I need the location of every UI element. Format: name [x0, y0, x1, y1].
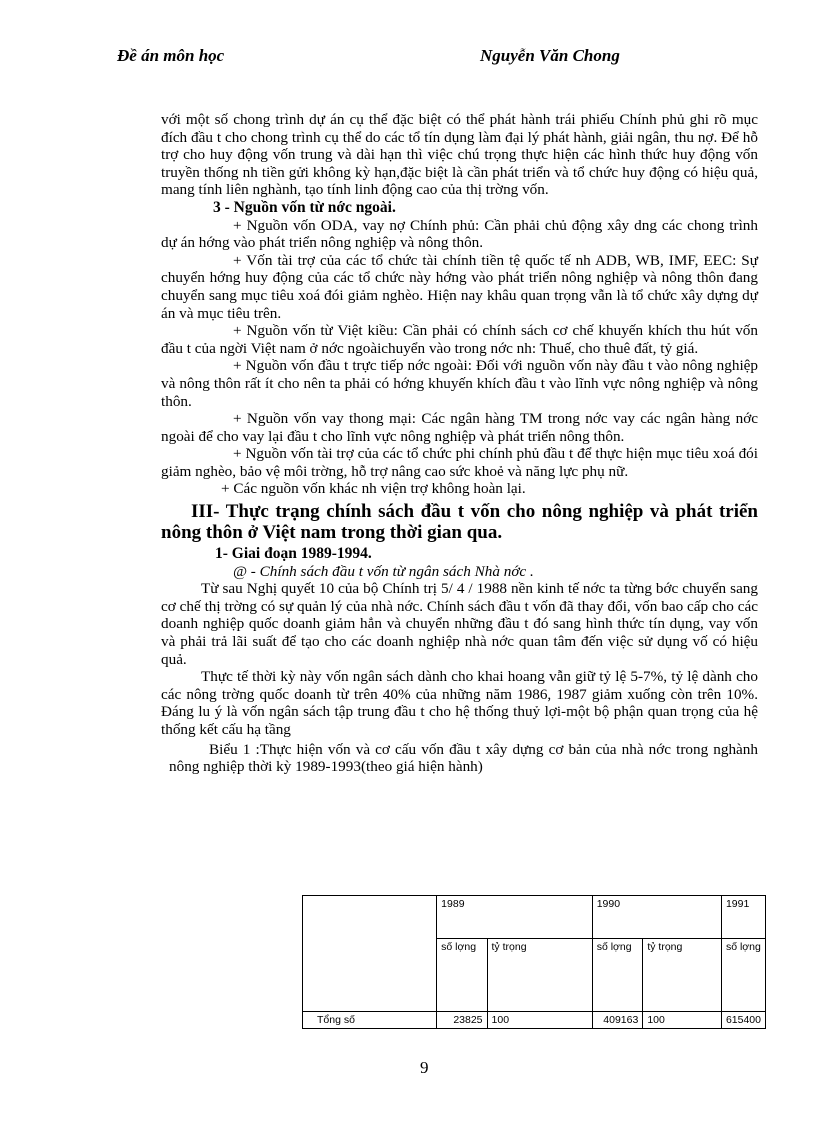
header-doc-title: Đề án môn học	[117, 46, 225, 65]
bullet-other: + Các nguồn vốn khác nh viện trợ không hoàn lại.	[221, 480, 526, 498]
year-1991: 1991	[721, 896, 765, 939]
bullet-ngo: + Nguồn vốn tài trợ của các tổ chức phi chính phủ đầu t để thực hiện mục tiêu xoá đói giảm nghèo, bảo vệ môi trờng, hỗ trợ nâng cao sức khoẻ và năng lực phụ nữ.	[161, 445, 758, 480]
table-caption: Biểu 1 :Thực hiện vốn và cơ cấu vốn đầu t xây dựng cơ bản của nhà nớc trong nghành nông nghiệp thời kỳ 1989-1993(theo giá hiện hành)	[169, 740, 758, 776]
table-corner-cell	[303, 896, 437, 1012]
col-header: tỷ trọng	[643, 939, 722, 1012]
table-cell: 100	[487, 1012, 592, 1029]
bullet-intl-finance: + Vốn tài trợ của các tổ chức tài chính tiền tệ quốc tế nh ADB, WB, IMF, EEC: Sự chuyển hớng huy động của các tổ chức này hớng vào phát triển nông nghiệp và nông thôn đang chuyển sang mục tiêu xoá đói giảm nghèo. Hiện nay khâu quan trọng vẫn là tổ chức xây dựng dự án và mục tiêu trên.	[161, 251, 758, 322]
chapter-heading-iii: III- Thực trạng chính sách đầu t vốn cho nông nghiệp và phát triển nông thôn ở Việt nam trong thời gian qua.	[161, 501, 758, 544]
bullet-oda: + Nguồn vốn ODA, vay nợ Chính phủ: Cần phải chủ động xây dng các chong trình dự án hớng vào phát triển nông nghiệp và nông thôn.	[161, 216, 758, 252]
period-heading: 1- Giai đoạn 1989-1994.	[215, 545, 372, 563]
paragraph-2: Từ sau Nghị quyết 10 của bộ Chính trị 5/ 4 / 1988 nền kinh tế nớc ta từng bớc chuyển sang cơ chế thị trờng có sự quản lý của nhà nớc. Chính sách đầu t vốn đã thay đổi, vốn bao cấp cho các doanh nghiệp quốc doanh giảm hẳn và chuyển những đầu t đó sang hình thức tín dụng, vay vốn và phải trả lãi suất để tạo cho các doanh nghiệp nhà nớc quan tâm đến việc sử dụng vố có hiệu quả.	[161, 580, 758, 668]
col-header: số lợng	[592, 939, 643, 1012]
bullet-viet-kieu: + Nguồn vốn từ Việt kiều: Cần phải có chính sách cơ chế khuyến khích thu hút vốn đầu t của ngời Việt nam ở nớc ngoàichuyển vào trong nớc nh: Thuế, cho thuê đất, tỷ giá.	[161, 322, 758, 357]
table-cell: 100	[643, 1012, 722, 1029]
investment-table	[302, 895, 766, 1029]
year-1990: 1990	[592, 896, 721, 939]
col-header: số lợng	[721, 939, 765, 1012]
paragraph-1: với một số chong trình dự án cụ thể đặc biệt có thể phát hành trái phiếu Chính phủ ghi rõ mục đích đầu t cho chong trình cụ thể do các tổ tín dụng làm đại lý phát hành, giải ngân, thu nợ. Để hỗ trợ cho huy động vốn trung và dài hạn thì việc chú trọng thực hiện các hình thức huy động vốn truyền thống nh tiền gửi không kỳ hạn,đặc biệt là cần phát triển và tổ chức huy động có hiệu quả, mang tính liên nghành, tạo tính linh động cao của thị trờng vốn.	[161, 111, 758, 199]
subheading-policy: @ - Chính sách đầu t vốn từ ngân sách Nhà nớc .	[233, 562, 534, 580]
table-cell: 23825	[437, 1012, 487, 1029]
table-row	[303, 1012, 766, 1029]
paragraph-3: Thực tế thời kỳ này vốn ngân sách dành cho khai hoang vẫn giữ tỷ lệ 5-7%, tỷ lệ dành cho các nông trờng quốc doanh từ trên 40% của những năm 1986, 1987 giảm xuống còn trên 10%. Đáng lu ý là vốn ngân sách tập trung đầu t cho hệ thống thuỷ lợi-một bộ phận quan trọng của hệ thống kết cấu hạ tầng	[161, 668, 758, 738]
row-label: Tổng số	[303, 1012, 437, 1029]
col-header: số lợng	[437, 939, 487, 1012]
header-author: Nguyễn Văn Chong	[480, 46, 620, 65]
table-cell: 409163	[592, 1012, 643, 1029]
page-number: 9	[420, 1058, 429, 1077]
col-header: tỷ trọng	[487, 939, 592, 1012]
section-heading-3: 3 - Nguồn vốn từ nớc ngoài.	[213, 198, 396, 216]
table-cell: 615400	[721, 1012, 765, 1029]
bullet-commercial-loans: + Nguồn vốn vay thong mại: Các ngân hàng TM trong nớc vay các ngân hàng nớc ngoài để cho vay lại đầu t cho lĩnh vực nông nghiệp và phát triển nông thôn.	[161, 410, 758, 445]
table-row-years	[303, 896, 766, 939]
year-1989: 1989	[437, 896, 593, 939]
page-content	[161, 111, 758, 776]
bullet-fdi: + Nguồn vốn đầu t trực tiếp nớc ngoài: Đối với nguồn vốn này đầu t vào nông nghiệp và nông thôn rất ít cho nên ta phải có hớng khuyến khích đầu t vào lĩnh vực nông nghiệp và nông thôn.	[161, 357, 758, 410]
